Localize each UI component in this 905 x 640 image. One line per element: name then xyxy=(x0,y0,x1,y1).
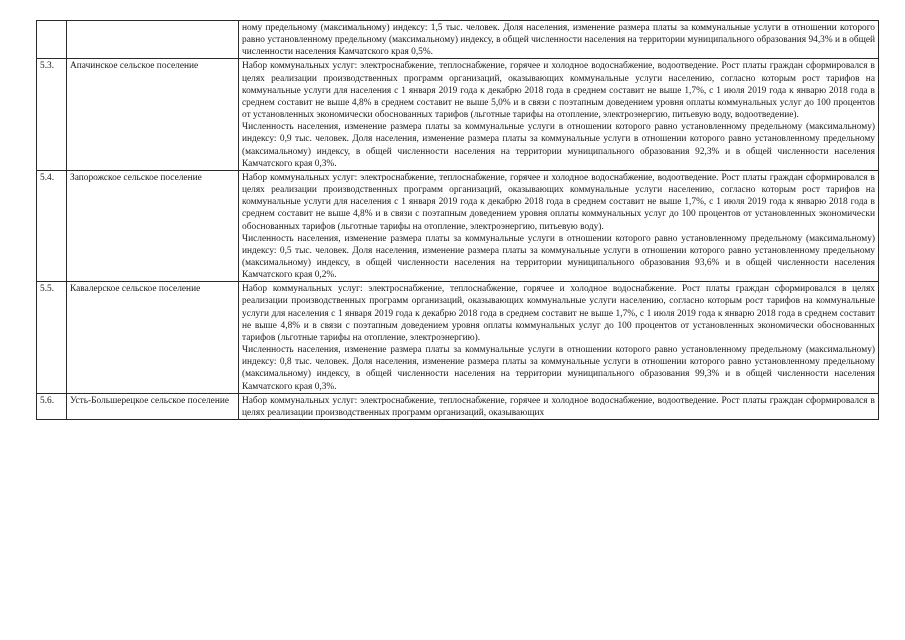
row-number xyxy=(37,21,67,59)
row-description xyxy=(239,393,879,419)
row-number: 5.5. xyxy=(37,282,67,393)
row-description xyxy=(239,170,879,281)
settlement-name: Запорожское сельское поселение xyxy=(67,170,239,281)
table-row xyxy=(37,282,879,393)
municipal-tariff-table xyxy=(36,20,879,420)
table-row xyxy=(37,393,879,419)
settlement-name xyxy=(67,21,239,59)
row-number: 5.4. xyxy=(37,170,67,281)
table-row xyxy=(37,170,879,281)
description-paragraph: ному предельному (максимальному) индексу: 1,5 тыс. человек. Доля населения, изменение размера платы за коммунальные услуги в отношении которого равно установленному предельному (максимальному) индексу, в общей численности населения на территории муниципального образования 94,3% и в общей численности населения Камчатского края 0,5%. xyxy=(242,23,876,58)
description-paragraph: Численность населения, изменение размера платы за коммунальные услуги в отношении которого равно установленному предельному (максимальному) индексу: 0,9 тыс. человек. Доля населения, изменение размера платы за коммунальные услуги в отношении которого равно установленному предельному (максимальному) индексу, в общей численности населения на территории муниципального образования 92,3% и в общей численности населения Камчатского края 0,3%. xyxy=(242,122,875,169)
description-paragraph: Набор коммунальных услуг: электроснабжение, теплоснабжение, горячее и холодное водоснабжение, водоотведение. Рост платы граждан сформировался в целях реализации производственных программ организаций, оказывающих коммунальные услуги населению, согласно которым рост тарифов на коммунальные услуги для населения с 1 января 2019 года к декабрю 2018 года в среднем составит не выше 1,7%, с 1 июля 2019 года к январю 2018 года в среднем составит не выше 4,8% в среднем составит не выше 5,0% и в связи с поэтапным доведением уровня оплаты коммунальных услуг до 100 процентов от установленных экономически обоснованных тарифов (льготные тарифы на отопление, электроэнергию, питьевую воду, водоотведение). xyxy=(242,61,875,121)
settlement-name: Усть-Большерецкое сельское поселение xyxy=(67,393,239,419)
row-description xyxy=(239,59,879,170)
table-row xyxy=(37,59,879,170)
settlement-name: Кавалерское сельское поселение xyxy=(67,282,239,393)
row-description xyxy=(239,21,879,59)
row-description xyxy=(239,282,879,393)
row-number: 5.3. xyxy=(37,59,67,170)
description-paragraph: Набор коммунальных услуг: электроснабжение, теплоснабжение, горячее и холодное водоснабжение. Рост платы граждан сформировался в целях реализации производственных программ организаций, оказывающих коммунальные услуги населению, согласно которым рост тарифов на коммунальные услуги для населения с 1 января 2019 года к декабрю 2018 года в среднем составит не выше 1,7%, с 1 июля 2019 года к январю 2018 года в среднем составит не выше 4,8% и в связи с поэтапным доведением уровня оплаты коммунальных услуг до 100 процентов от установленных экономически обоснованных тарифов (льготные тарифы на отопление, электроэнергию). xyxy=(242,284,875,343)
row-number: 5.6. xyxy=(37,393,67,419)
description-paragraph: Численность населения, изменение размера платы за коммунальные услуги в отношении которого равно установленному предельному (максимальному) индексу: 0,8 тыс. человек. Доля населения, изменение размера платы за коммунальные услуги в отношении которого равно установленному предельному (максимальному) индексу, в общей численности населения на территории муниципального образования 99,3% и в общей численности населения Камчатского края 0,3%. xyxy=(242,345,875,392)
table-row xyxy=(37,21,879,59)
settlement-name: Апачинское сельское поселение xyxy=(67,59,239,170)
description-paragraph: Набор коммунальных услуг: электроснабжение, теплоснабжение, горячее и холодное водоснабжение, водоотведение. Рост платы граждан сформировался в целях реализации производственных программ организаций, оказывающих xyxy=(242,395,875,418)
description-paragraph: Набор коммунальных услуг: электроснабжение, теплоснабжение, горячее и холодное водоснабжение, водоотведение. Рост платы граждан сформировался в целях реализации производственных программ организаций, оказывающих коммунальные услуги населению, согласно которым рост тарифов на коммунальные услуги для населения с 1 января 2019 года к декабрю 2018 года в среднем составит не выше 1,7%, с 1 июля 2019 года к январю 2018 года в среднем составит не выше 4,8% и в связи с поэтапным доведением уровня оплаты коммунальных услуг до 100 процентов от установленных экономически обоснованных тарифов (льготные тарифы на отопление, электроэнергию, питьевую воду). xyxy=(242,172,875,232)
description-paragraph: Численность населения, изменение размера платы за коммунальные услуги в отношении которого равно установленному предельному (максимальному) индексу: 0,5 тыс. человек. Доля населения, изменение размера платы за коммунальные услуги в отношении которого равно установленному предельному (максимальному) индексу, в общей численности населения на территории муниципального образования 93,6% и в общей численности населения Камчатского края 0,2%. xyxy=(242,233,875,281)
